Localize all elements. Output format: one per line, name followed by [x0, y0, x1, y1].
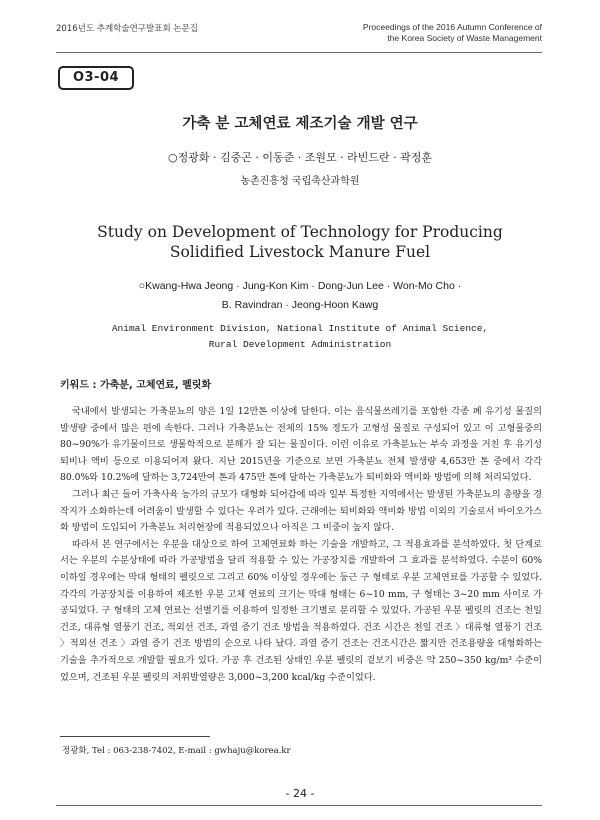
- body-text: [60, 404, 542, 686]
- english-title-line2: Solidified Livestock Manure Fuel: [169, 243, 431, 261]
- running-header-left: 2016년도 추계학술연구발표회 논문집: [56, 24, 198, 34]
- korean-authors: ○정광화 · 김중곤 · 이동준 · 조원모 · 라빈드란 · 곽정훈: [168, 151, 432, 164]
- running-header-right-line2: the Korea Society of Waste Management: [387, 33, 542, 43]
- english-authors-line1: ○Kwang-Hwa Jeong · Jung-Kon Kim · Dong-Jun Lee · Won-Mo Cho ·: [138, 280, 462, 292]
- paragraph-3: 따라서 본 연구에서는 우분을 대상으로 하여 고체연료화 하는 기술을 개발하고, 그 적용효과를 분석하였다. 첫 단계로서는 우분의 수분상태에 따라 가공방법을 달리 적용할 수 있는 가공장치를 개발하여 그 효과를 분석하였다. 수분이 60% 이하일 경우에는 막대 형태의 펠릿으로 그리고 60% 이상일 경우에는 둥근 구 형태로 우분 고체연료를 가공할 수 있었다. 각각의 가공장치를 이용하여 제조한 우분 고체 연료의 크기는 막대 형태는 6~10 mm, 구 형태는 3~20 mm 사이로 가공되었다. 구 형태의 고체 연료는 선별기를 이용하여 일정한 크기별로 분리할 수 있었다. 가공된 우분 펠릿의 건조는 천일 건조, 대류형 열풍기 건조, 적외선 건조, 과열 증기 건조 방법을 적용하였다. 건조 시간은 천일 건조 〉대류형 열풍기 건조 〉적외선 건조 〉과열 증기 건조 방법의 순으로 나타 났다. 과열 증기 건조는 건조시간은 짧지만 건조용량을 대형화하는 기술을 추가적으로 개발할 필요가 있다. 가공 후 건조된 상태인 우분 펠릿의 겉보기 비중은 약 250~350 kg/m³ 수준이었으며, 건조된 우분 펠릿의 저위발열량은 3,000~3,200 kcal/kg 수준이었다.: [60, 538, 542, 683]
- english-title: [0, 222, 600, 262]
- page-number: - 24 -: [285, 787, 315, 800]
- footer-divider: [56, 805, 542, 806]
- english-title-line1: Study on Development of Technology for Producing: [97, 223, 503, 241]
- english-authors: [0, 277, 600, 315]
- english-affiliation-line2: Rural Development Administration: [208, 339, 392, 350]
- english-affiliation-line1: Animal Environment Division, National Institute of Animal Science,: [111, 323, 489, 334]
- keywords-line: 키워드 : 가축분, 고체연료, 펠릿화: [60, 380, 212, 391]
- footnote-divider: [60, 736, 210, 737]
- english-affiliation: [0, 321, 600, 353]
- paper-code-badge: O3-04: [58, 66, 134, 90]
- running-header-right: [363, 22, 542, 44]
- paragraph-1: 국내에서 발생되는 가축분뇨의 양은 1일 12만톤 이상에 달한다. 이는 음식물쓰레기를 포함한 각종 폐 유기성 물질의 발생량 중에서 많은 편에 속한다. 그러나 가축분뇨는 전체의 15% 정도가 고형성 물질로 구성되어 있고 이 고형물중의 80~90%가 유기물이므로 생물학적으로 분해가 잘 되는 물질이다. 이런 이유로 가축분뇨는 부숙 과정을 거친 후 유기성 퇴비나 액비 등으로 이용되어져 왔다. 지난 2015년을 기준으로 보면 가축분뇨 전체 발생량 4,653만 톤 중에서 각각 80.0%와 10.2%에 달하는 3,724만여 톤과 475만 톤에 달하는 가축분뇨가 퇴비화와 액비화 방법에 의해 처리되었다.: [60, 406, 542, 484]
- paragraph-2: 그러나 최근 들어 가축사육 농가의 규모가 대형화 되어감에 따라 일부 특정한 지역에서는 발생된 가축분뇨의 총량을 경작지가 소화하는데 어려움이 발생할 수 있다는 우려가 있다. 근래에는 퇴비화와 액비화 방법 이외의 기술로서 바이오가스화 방법이 도입되어 가축분뇨 처리현장에 적용되었으나 아직은 그 비중이 높지 않다.: [60, 488, 542, 534]
- corresponding-author-footnote: 정광화, Tel : 063-238-7402, E-mail : gwhaju@korea.kr: [62, 746, 291, 756]
- korean-title: 가축 분 고체연료 제조기술 개발 연구: [182, 116, 418, 132]
- running-header-right-line1: Proceedings of the 2016 Autumn Conference of: [362, 22, 542, 32]
- korean-affiliation: 농촌진흥청 국립축산과학원: [240, 176, 360, 187]
- english-authors-line2: B. Ravindran · Jeong-Hoon Kawg: [221, 299, 379, 311]
- header-divider: [56, 52, 542, 53]
